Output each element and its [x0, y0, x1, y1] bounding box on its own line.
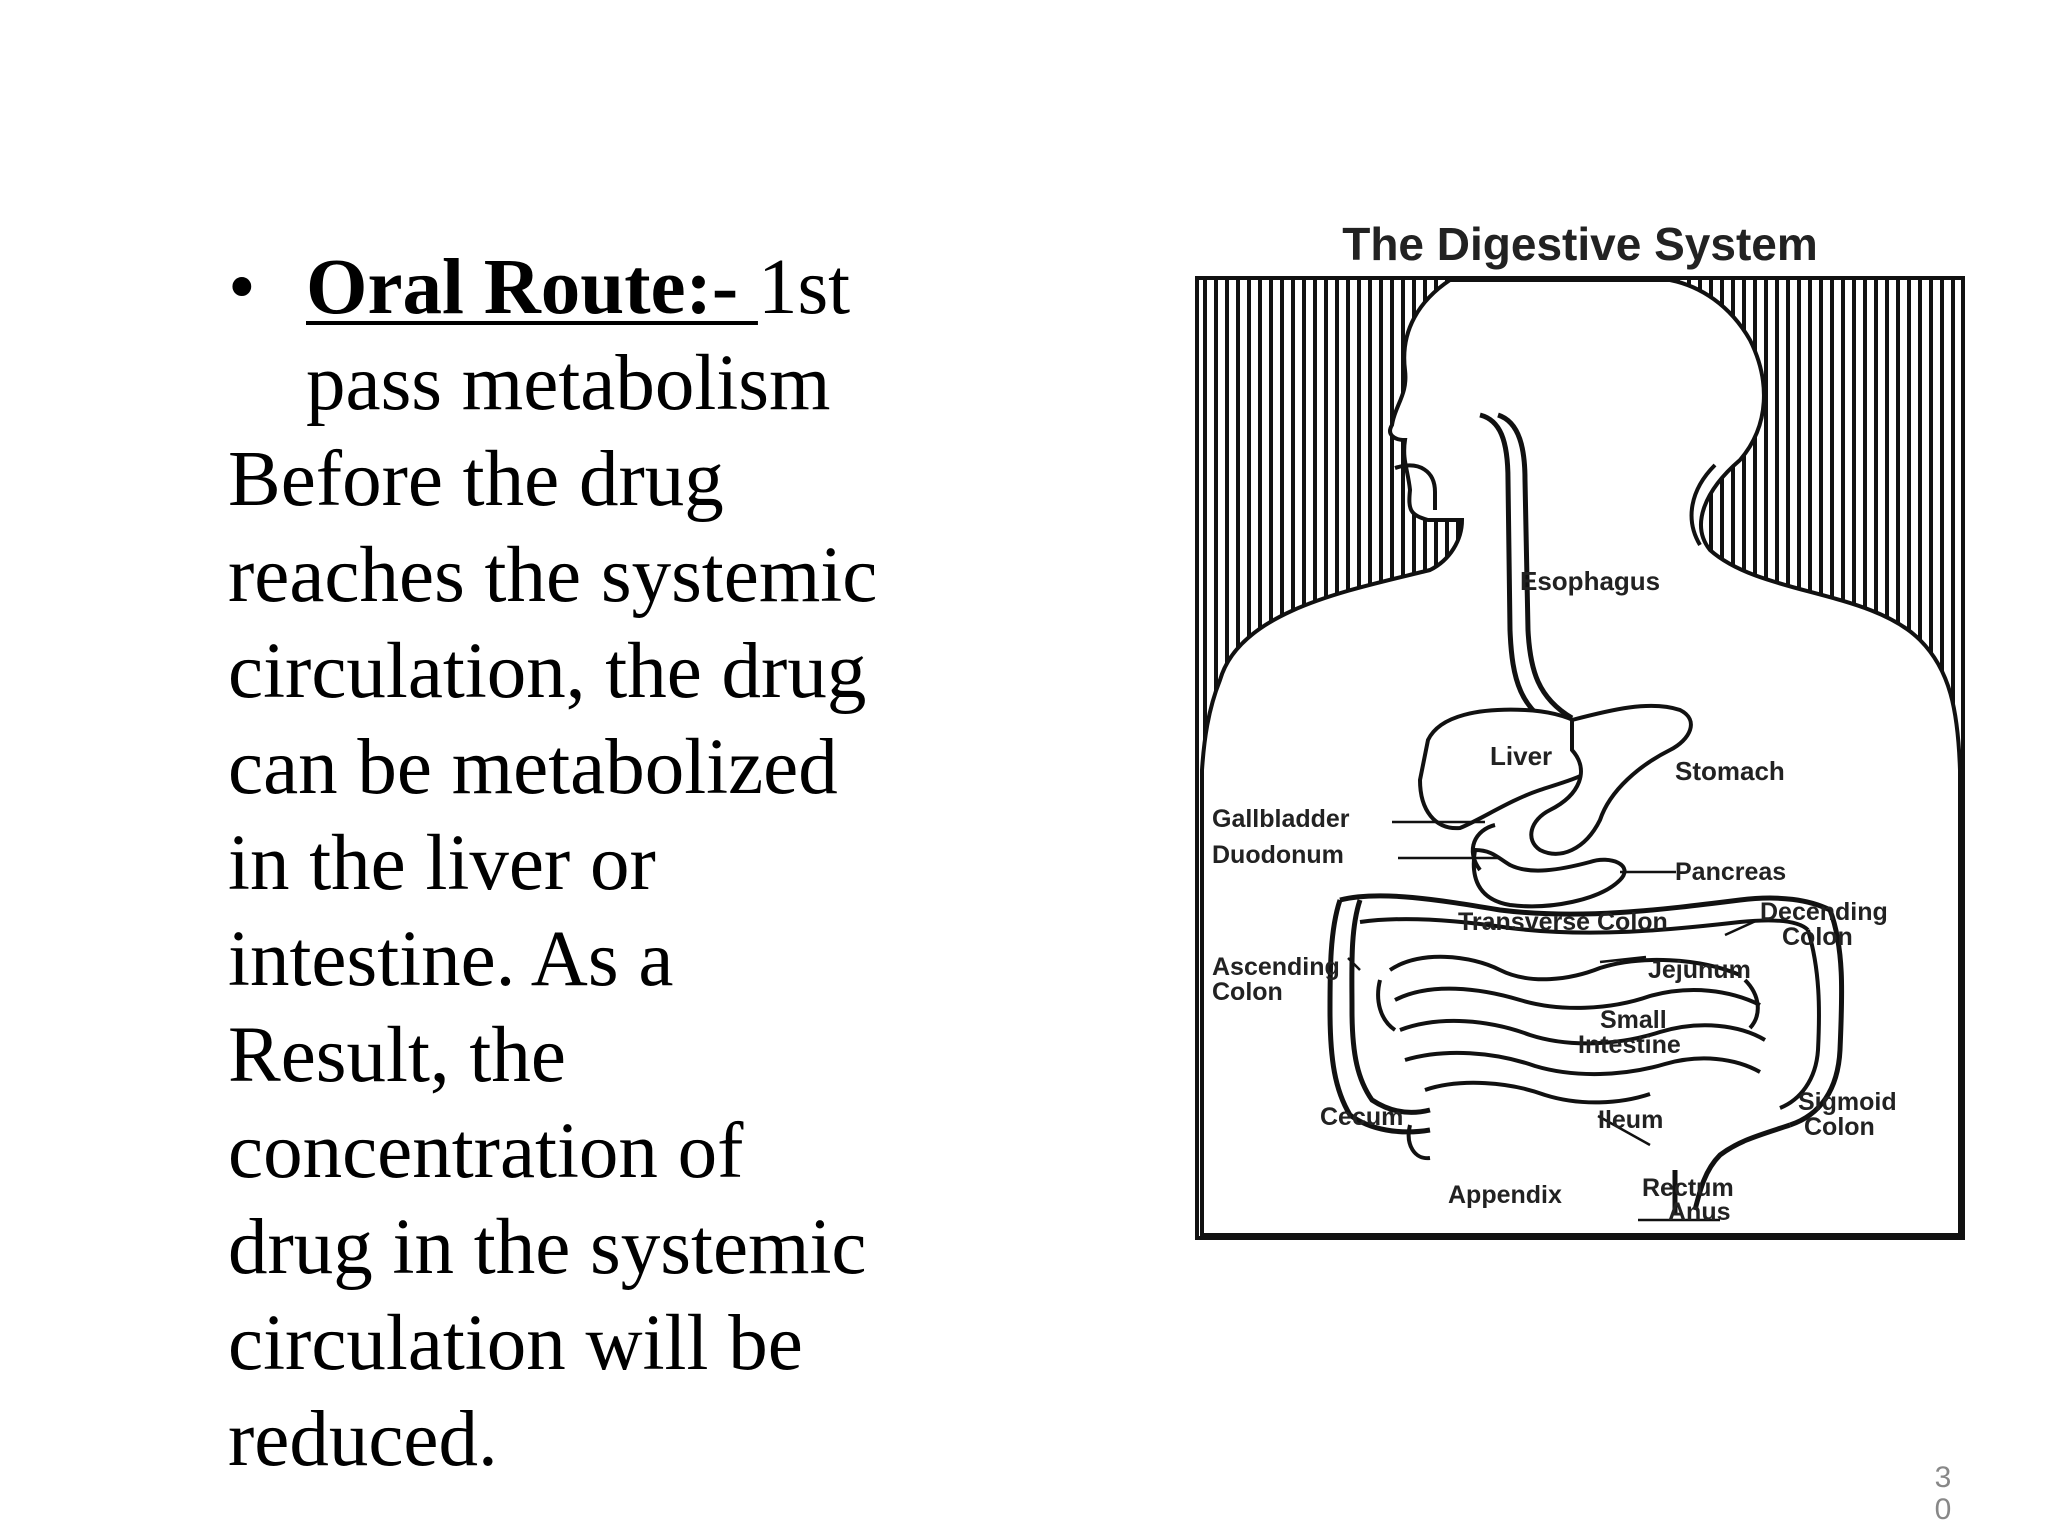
label-appendix: Appendix: [1448, 1181, 1562, 1209]
body-line: Before the drug: [228, 436, 724, 523]
label-ascending-colon-line1: Ascending: [1212, 953, 1340, 981]
bullet-line-2: pass metabolism: [306, 340, 831, 427]
digestive-system-diagram: [1180, 210, 1980, 1250]
label-small-intestine-line1: Small: [1600, 1006, 1667, 1034]
body-line: Result, the: [228, 1012, 566, 1099]
label-transverse-colon: Transverse Colon: [1458, 908, 1668, 936]
label-small-intestine-line2: Intestine: [1578, 1031, 1681, 1059]
label-cecum: Cecum: [1320, 1103, 1404, 1131]
body-line: drug in the systemic: [228, 1204, 867, 1291]
label-liver: Liver: [1490, 741, 1553, 771]
body-line: can be metabolized: [228, 724, 838, 811]
body-line: reaches the systemic: [228, 532, 878, 619]
diagram-title: The Digestive System: [1342, 218, 1818, 270]
bullet-marker: •: [228, 244, 256, 331]
bullet-item: [228, 240, 948, 432]
label-decending-colon-line1: Decending: [1760, 898, 1888, 926]
slide-body-text: [228, 240, 948, 1488]
body-line: in the liver or: [228, 820, 656, 907]
bullet-line-1: [306, 240, 948, 336]
label-duodenum: Duodonum: [1212, 841, 1344, 869]
label-rectum: Rectum: [1642, 1174, 1734, 1202]
label-ascending-colon-line2: Colon: [1212, 978, 1283, 1006]
page-number-digit: 3: [1934, 1461, 1952, 1494]
route-heading-suffix: 1st: [757, 244, 851, 331]
body-line: circulation will be: [228, 1300, 803, 1387]
label-decending-colon-line2: Colon: [1782, 923, 1853, 951]
body-line: concentration of: [228, 1108, 744, 1195]
label-pancreas: Pancreas: [1675, 858, 1787, 886]
label-esophagus: Esophagus: [1520, 566, 1661, 596]
label-ileum: Ileum: [1598, 1106, 1664, 1134]
label-sigmoid-colon-line1: Sigmoid: [1798, 1088, 1897, 1116]
label-stomach: Stomach: [1675, 756, 1785, 786]
page-number-digit: 0: [1934, 1493, 1952, 1526]
label-anus: Anus: [1668, 1198, 1731, 1226]
body-line: intestine. As a: [228, 916, 674, 1003]
label-sigmoid-colon-line2: Colon: [1804, 1113, 1875, 1141]
label-jejunum: Jejunum: [1648, 956, 1751, 984]
route-heading: Oral Route:-: [306, 244, 758, 331]
label-gallbladder: Gallbladder: [1212, 805, 1350, 833]
body-line: reduced.: [228, 1396, 498, 1483]
page-number: [1928, 1462, 1958, 1526]
body-line: circulation, the drug: [228, 628, 867, 715]
digestive-system-illustration: [1180, 210, 1980, 1250]
